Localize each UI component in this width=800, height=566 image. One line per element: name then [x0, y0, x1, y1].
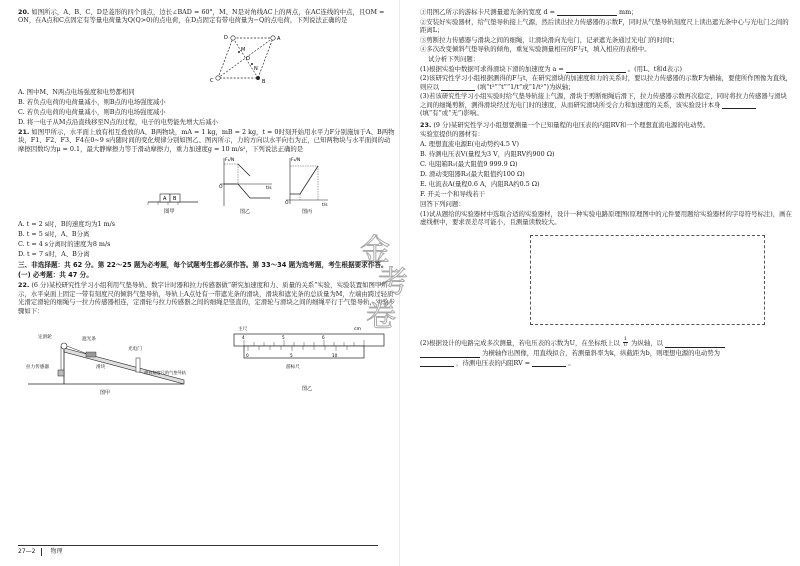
fig-caption-jia: 图甲 [164, 209, 175, 216]
fig-label-a: A [277, 36, 281, 43]
part-2-e: 。 [568, 358, 575, 367]
right-column [420, 8, 792, 369]
fig-axis-f1: F₁/N [225, 158, 235, 164]
answer-blank-axis[interactable] [441, 84, 475, 91]
fig-label-slider: 滑块 [96, 365, 106, 371]
part-2-d: ，待测电压表的内阻RV = [456, 358, 531, 367]
right-page [400, 0, 800, 566]
answer-heading: 回答下列问题： [420, 200, 465, 209]
part-1: (1)试从题给的实验器材中选取合适的实验器材，设计一种实验电路原理图(原理图中的元件要用题给实验器材的字母符号标注)，画在虚线框中，要求误差尽可能小，且测量读数较大。 [420, 209, 792, 227]
question-stem: (9 分)某研究性学习小组想要测量一个已知量程的电压表的内阻RV和一个理想直流电源的电动势。 [433, 120, 710, 129]
left-column [18, 8, 396, 399]
equipment-f: F. 开关一个和导线若干 [420, 190, 486, 199]
circuit-drawing-box[interactable] [530, 235, 765, 325]
fig-label-b: B [262, 79, 266, 85]
equipment-a: A. 理想直流电源E(电动势约4.5 V) [420, 140, 520, 149]
fig-label-shade: 遮光条 [82, 337, 96, 343]
step-1: ①用图乙所示的游标卡尺测量遮光条的宽度 d = [420, 8, 555, 16]
fig-label-sensor: 拉力传感器 [26, 365, 49, 371]
equipment-d: D. 滑动变阻器R₂(最大阻值约100 Ω) [420, 170, 525, 179]
page-footer [18, 545, 378, 556]
section-heading: 三、非选择题：共 62 分。第 22～25 题为必考题，每个试题考生都必须作答。第 33～34 题为选考题，考生根据要求作答。 [18, 260, 388, 269]
question-22 [18, 281, 396, 398]
question-number: 20. [18, 8, 30, 16]
question-number: 21. [18, 127, 30, 136]
fig-label-gate: 光电门 [128, 347, 142, 353]
sub-question-3-tail: (填“有”或“无”)影响。 [420, 109, 483, 118]
fig-label-o: O [246, 56, 250, 63]
question-20 [18, 8, 396, 126]
fig-caption-yi: 图乙 [240, 209, 251, 216]
step-3: ③剪断拉力传感器与滑块之间的细绳，让滑块滑向光电门，记录遮光条通过光电门的时间t； [420, 35, 679, 44]
fig-axis-t: t/s [266, 186, 272, 192]
option-b: B. 若负点电荷的电荷量减小，则B点的电场强度减小 [18, 98, 166, 106]
fig-vtick-0: 0 [246, 353, 249, 359]
answer-blank-width[interactable] [557, 9, 617, 16]
option-c: C. 若负点电荷的电荷量减小，则B点的电场强度减小 [18, 107, 166, 116]
fig-vtick-5: 5 [290, 353, 293, 359]
seal-char-1: 金 [360, 233, 390, 268]
equipment-b: B. 待测电压表V(量程为3 V，内阻RV约900 Ω) [420, 150, 555, 159]
fig-label-vernier: 游标尺 [286, 365, 300, 371]
fig-label-unit: cm [354, 327, 362, 333]
one-over-u: $\frac{1}{U}$ [623, 335, 628, 348]
fig-axis-origin: O [285, 201, 289, 207]
sub-question-3: (3)若该研究性学习小组实验时给气垫导轨接上气源，滑块于剪断细绳后滑下，拉力传感器示数再次稳定，同时将拉力传感器与滑块之间的细绳剪断，测得滑块经过光电门时的速度，从而研究滑块所受合力和加速度的关系，该实验设计本身 [420, 92, 787, 109]
fig-tick-5: 5 [282, 335, 285, 341]
equipment-e: E. 电流表A(量程0.6 A，内阻RA约0.5 Ω) [420, 180, 540, 189]
fig-label-pulley: 定滑轮 [38, 335, 52, 341]
fig-caption-yi: 图乙 [302, 386, 313, 393]
part-2-b: 为纵轴，以 [631, 338, 663, 347]
fig-tick-6: 6 [322, 335, 325, 341]
fig-axis-origin: O [219, 185, 223, 191]
fig-label-c: C [210, 78, 214, 85]
seal-char-2: 考 [378, 265, 408, 300]
fig-label-n: N [254, 66, 258, 73]
fig-axis-t: t/s [322, 203, 328, 209]
answer-blank-influence[interactable] [722, 102, 756, 109]
fig-caption-bing: 图丙 [302, 209, 313, 216]
fig-block-a: A [163, 196, 167, 203]
section-subheading: (一) 必考题：共 47 分。 [18, 271, 93, 280]
option-d: D. 将一电子从M点沿直线移至N点的过程，电子的电势能先增大后减小 [18, 117, 219, 126]
sub-question-1-tail: 。(用L、t和d表示) [627, 64, 683, 73]
q22-continued [420, 8, 792, 118]
fig-label-track: 带有刻度尺的气垫导轨 [144, 370, 186, 376]
part-2-a: (2)根据设计的电路完成多次测量，若电压表的示数为U，在坐标纸上以 [420, 338, 620, 347]
part-2-c: 为横轴作出图像，用直线拟合，若测量斜率为k，纵截距为b，则理想电源的电动势为 [482, 349, 721, 358]
question-stem: (6 分)某校研究性学习小组利用气垫导轨、数字计时器和拉力传感器做“研究加速度和力、质量的关系”实验，实验装置如图甲所示，水平桌面上固定一带有刻度尺的倾斜气垫导轨，导轨上A点处有一带遮光条的滑块，滑块和遮光条的总质量为M，左端由跨过轻质光滑定滑轮的细绳与一拉力传感器相连，定滑轮与拉力传感器之间的细绳是竖直的，定滑轮与滑块之间的细绳平行于气垫导轨，实验步骤如下： [18, 281, 396, 315]
step-4: ④多次改变倾斜气垫导轨的倾角，重复实验测量相应的F与t，填入相应的表格中。 [420, 45, 651, 54]
watermark-seal [352, 226, 422, 336]
subject-label: 物理 [50, 548, 63, 555]
option-a: A. t = 2 s时，B的速度均为1 m/s [18, 220, 116, 229]
question-number: 22. [18, 281, 30, 290]
question-23 [420, 121, 792, 368]
equipment-heading: 实验室提供的器材有： [420, 130, 484, 139]
q21-figures [18, 154, 396, 216]
sub-question-1: (1)根据实验中数据可求得滑块下滑的加速度为 a = [420, 64, 564, 73]
equipment-c: C. 电阻箱R₁(最大阻值9 999.9 Ω) [420, 160, 518, 169]
fig-label-m: M [241, 47, 246, 54]
answer-blank-emf[interactable] [420, 360, 454, 367]
question-number: 23. [420, 120, 432, 129]
sub-question-2-tail: (填“t²”“t”“1/t”或“1/t²”)为纵轴； [477, 82, 575, 91]
answer-blank-x-axis-cont[interactable] [420, 351, 480, 358]
analysis-heading: 试分析下列问题： [428, 55, 480, 64]
q22-figures [18, 316, 396, 396]
fig-block-b: B [173, 196, 177, 203]
step-2: ②安装好实验器材，给气垫导轨接上气源，然后读出拉力传感器的示数F，同时从气垫导轨刻度尺上读出遮光条中心与光电门之间的距离L； [420, 17, 789, 35]
fig-axis-f2: F₂/N [291, 158, 301, 164]
question-stem: 如图甲所示，水平面上放有相互叠放的A、B两物块，mA = 1 kg，mB = 2 kg，t = 0时刻开始用水平力F分别施加于A、B两物块，F1、F2、F3、F4在0~9 s内随时间的变化规律分别如图乙、图丙所示，力的方向以水平向右为正，已知两物块与水平面间的动摩擦因数均为μ = 0.1，最大静摩擦力等于滑动摩擦力，重力加速度g = 10 m/s²，下列说法正确的是 [18, 127, 395, 153]
option-b: B. t = 5 s时，A、B分离 [18, 230, 90, 239]
fig-label-d: D [224, 35, 228, 42]
option-d: D. t = 7 s时，A、B分离 [18, 250, 90, 259]
answer-blank-rv[interactable] [532, 360, 566, 367]
fig-tick-4: 4 [242, 335, 245, 341]
rhombus-figure [18, 26, 396, 84]
question-stem: 如图所示，A、B、C、D是菱形的四个顶点，边长∠BAD = 60°，M、N是对角线AC上的两点，在AC连线的中点，且OM = ON，在A点和C点固定有等量电荷量为Q(Q>0)的点电荷，在D点固定有带电荷量为−Q的点电荷，下列说法正确的是 [18, 8, 385, 25]
fig-label-main-scale: 主尺 [238, 327, 248, 333]
seal-char-3: 卷 [366, 299, 396, 334]
step-1-unit: mm； [619, 8, 638, 16]
question-21 [18, 128, 396, 259]
option-a: A. 图中M、N两点电场强度和电势都相同 [18, 88, 135, 97]
page-number: 27—2 [18, 548, 42, 556]
option-c: C. t = 4 s分离时的速度为8 m/s [18, 240, 111, 249]
answer-blank-acceleration[interactable] [566, 66, 626, 73]
fig-caption-jia: 图甲 [100, 390, 111, 397]
answer-blank-x-axis[interactable] [665, 341, 725, 348]
fig-vtick-10: 10 [332, 353, 338, 359]
sub-question-2: (2)该研究性学习小组根据测得的F与t，在研究滑块的加速度和力的关系时，要以拉力传感器的示数F为横轴，要使所作图像为直线，则应以 [420, 74, 792, 91]
